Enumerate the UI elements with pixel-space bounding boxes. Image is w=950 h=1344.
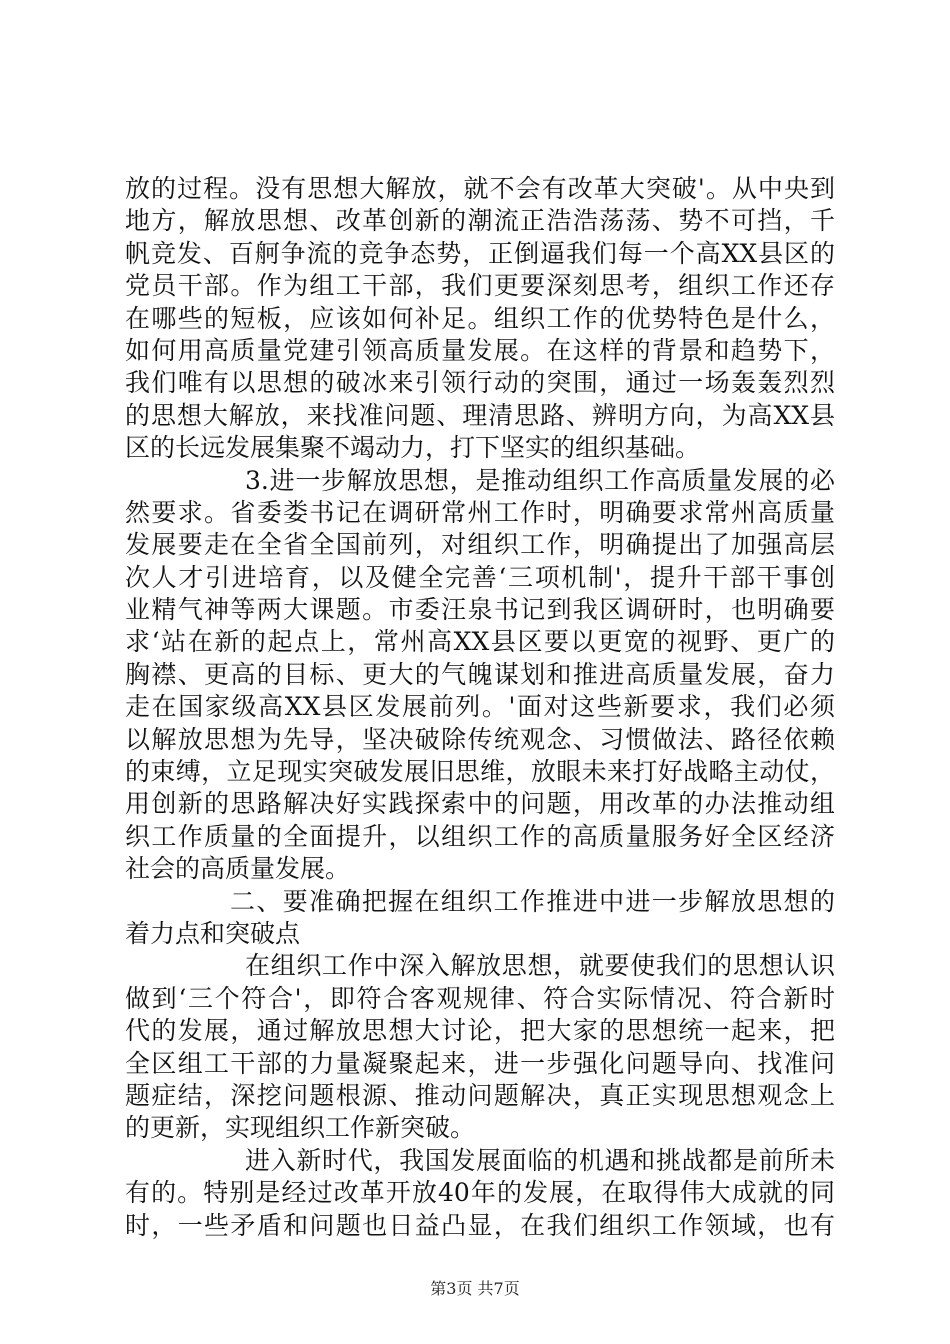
text-line: 以解放思想为先导，坚决破除传统观念、习惯做法、路径依赖 bbox=[125, 724, 835, 754]
text-line: 的思想大解放，来找准问题、理清思路、辨明方向，为高XX县 bbox=[125, 400, 835, 430]
text-line: 帆竞发、百舸争流的竞争态势，正倒逼我们每一个高XX县区的 bbox=[125, 238, 835, 268]
text-line: 时，一些矛盾和问题也日益凸显，在我们组织工作领域，也有 bbox=[125, 1210, 835, 1240]
text-line: 地方，解放思想、改革创新的潮流正浩浩荡荡、势不可挡，千 bbox=[125, 206, 835, 236]
text-line: 如何用高质量党建引领高质量发展。在这样的背景和趋势下， bbox=[125, 335, 835, 365]
text-line: 题症结，深挖问题根源、推动问题解决，真正实现思想观念上 bbox=[125, 1080, 835, 1110]
text-line: 社会的高质量发展。 bbox=[125, 854, 351, 884]
text-line: 做到‘三个符合'，即符合客观规律、符合实际情况、符合新时 bbox=[125, 983, 835, 1013]
text-line: 发展要走在全省全国前列，对组织工作，明确提出了加强高层 bbox=[125, 530, 835, 560]
page-number-footer: 第3页 共7页 bbox=[430, 1279, 520, 1298]
text-line: 次人才引进培育，以及健全完善‘三项机制'，提升干部干事创 bbox=[125, 562, 835, 592]
text-line: 党员干部。作为组工干部，我们更要深刻思考，组织工作还存 bbox=[125, 271, 835, 301]
text-line: 全区组工干部的力量凝聚起来，进一步强化问题导向、找准问 bbox=[125, 1048, 835, 1078]
text-line: 在哪些的短板，应该如何补足。组织工作的优势特色是什么， bbox=[125, 303, 835, 333]
text-line: 然要求。省委娄书记在调研常州工作时，明确要求常州高质量 bbox=[125, 497, 835, 527]
section-heading-line: 二、要准确把握在组织工作推进中进一步解放思想的 bbox=[230, 886, 835, 916]
text-line: 有的。特别是经过改革开放40年的发展，在取得伟大成就的同 bbox=[125, 1178, 835, 1208]
paragraph-start-line: 3.进一步解放思想，是推动组织工作高质量发展的必 bbox=[245, 465, 835, 495]
text-line: 的更新，实现组织工作新突破。 bbox=[125, 1113, 476, 1143]
text-line: 我们唯有以思想的破冰来引领行动的突围，通过一场轰轰烈烈 bbox=[125, 368, 835, 398]
text-line: 业精气神等两大课题。市委汪泉书记到我区调研时，也明确要 bbox=[125, 595, 835, 625]
text-line: 用创新的思路解决好实践探索中的问题，用改革的办法推动组 bbox=[125, 789, 835, 819]
text-line: 代的发展，通过解放思想大讨论，把大家的思想统一起来，把 bbox=[125, 1016, 835, 1046]
section-heading-line: 着力点和突破点 bbox=[125, 918, 301, 948]
paragraph-start-line: 在组织工作中深入解放思想，就要使我们的思想认识 bbox=[245, 951, 835, 981]
text-line: 织工作质量的全面提升，以组织工作的高质量服务好全区经济 bbox=[125, 821, 835, 851]
text-line: 的束缚，立足现实突破发展旧思维，放眼未来打好战略主动仗， bbox=[125, 757, 835, 787]
document-body bbox=[125, 173, 835, 1242]
paragraph-start-line: 进入新时代，我国发展面临的机遇和挑战都是前所未 bbox=[245, 1145, 835, 1175]
text-line: 走在国家级高XX县区发展前列。'面对这些新要求，我们必须 bbox=[125, 692, 835, 722]
text-line: 区的长远发展集聚不竭动力，打下坚实的组织基础。 bbox=[125, 433, 701, 463]
text-line: 放的过程。没有思想大解放，就不会有改革大突破'。从中央到 bbox=[125, 174, 835, 203]
text-line: 胸襟、更高的目标、更大的气魄谋划和推进高质量发展，奋力 bbox=[125, 659, 835, 689]
text-line: 求‘站在新的起点上，常州高XX县区要以更宽的视野、更广的 bbox=[125, 627, 835, 657]
